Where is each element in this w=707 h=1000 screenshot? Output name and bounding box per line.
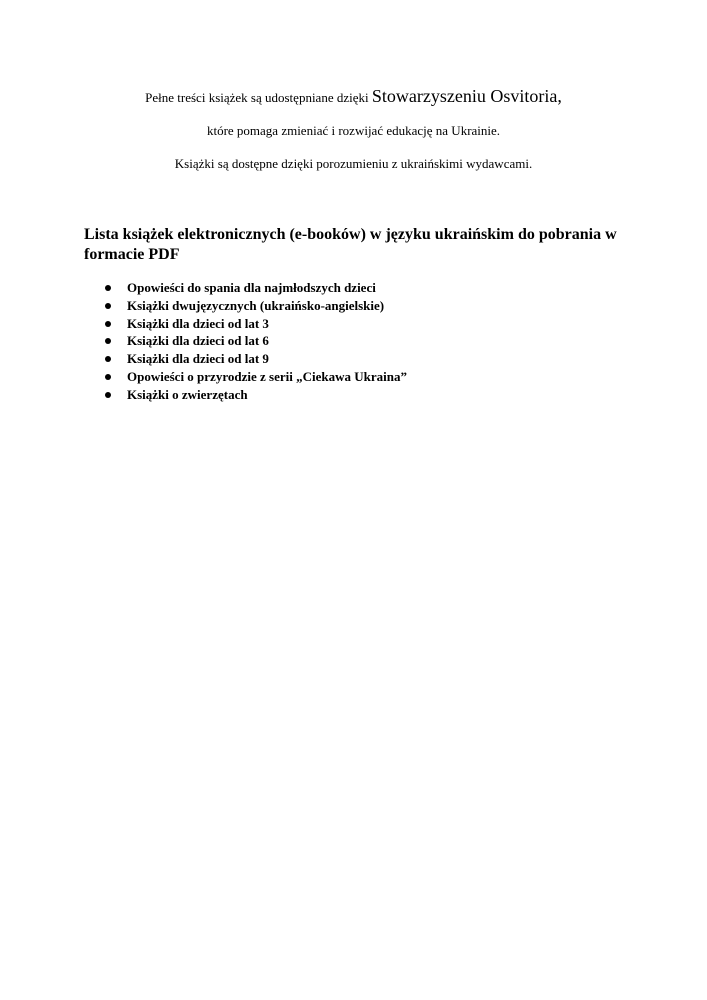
list-item-label: Książki dla dzieci od lat 3 xyxy=(127,315,269,331)
intro-line-2: które pomaga zmieniać i rozwijać edukację na Ukrainie. xyxy=(206,123,501,138)
bullet-icon xyxy=(105,338,111,344)
intro-text: Pełne treści książek są udostępniane dzięki xyxy=(145,90,372,105)
list-item-label: Opowieści o przyrodzie z serii „Ciekawa Ukraina” xyxy=(127,368,407,384)
intro-line-3: Książki są dostępne dzięki porozumieniu z ukraińskimi wydawcami. xyxy=(174,156,533,171)
list-item-label: Książki dla dzieci od lat 9 xyxy=(127,351,269,367)
bullet-icon xyxy=(105,321,111,327)
bullet-icon xyxy=(105,374,111,380)
list-item[interactable] xyxy=(84,368,624,386)
list-item[interactable] xyxy=(84,386,624,404)
bullet-icon xyxy=(105,392,111,398)
list-item[interactable] xyxy=(84,315,624,333)
list-item[interactable] xyxy=(84,279,624,297)
bullet-icon xyxy=(105,303,111,309)
list-item-label: Książki dwujęzycznych (ukraińsko-angielskie) xyxy=(127,297,385,313)
list-item[interactable] xyxy=(84,332,624,350)
list-item-label: Książki dla dzieci od lat 6 xyxy=(127,333,269,349)
list-item[interactable] xyxy=(84,350,624,368)
list-item[interactable] xyxy=(84,297,624,315)
bullet-icon xyxy=(105,285,111,291)
list-heading: Lista książek elektronicznych (e-booków) w języku ukraińskim do pobrania w formacie PDF xyxy=(84,226,617,263)
organization-name: Stowarzyszeniu Osvitoria, xyxy=(371,86,562,106)
bullet-icon xyxy=(105,356,111,362)
intro-line-1 xyxy=(0,87,707,107)
book-category-list xyxy=(84,279,624,404)
list-item-label: Opowieści do spania dla najmłodszych dzieci xyxy=(127,280,376,295)
list-item-label: Książki o zwierzętach xyxy=(127,386,248,402)
